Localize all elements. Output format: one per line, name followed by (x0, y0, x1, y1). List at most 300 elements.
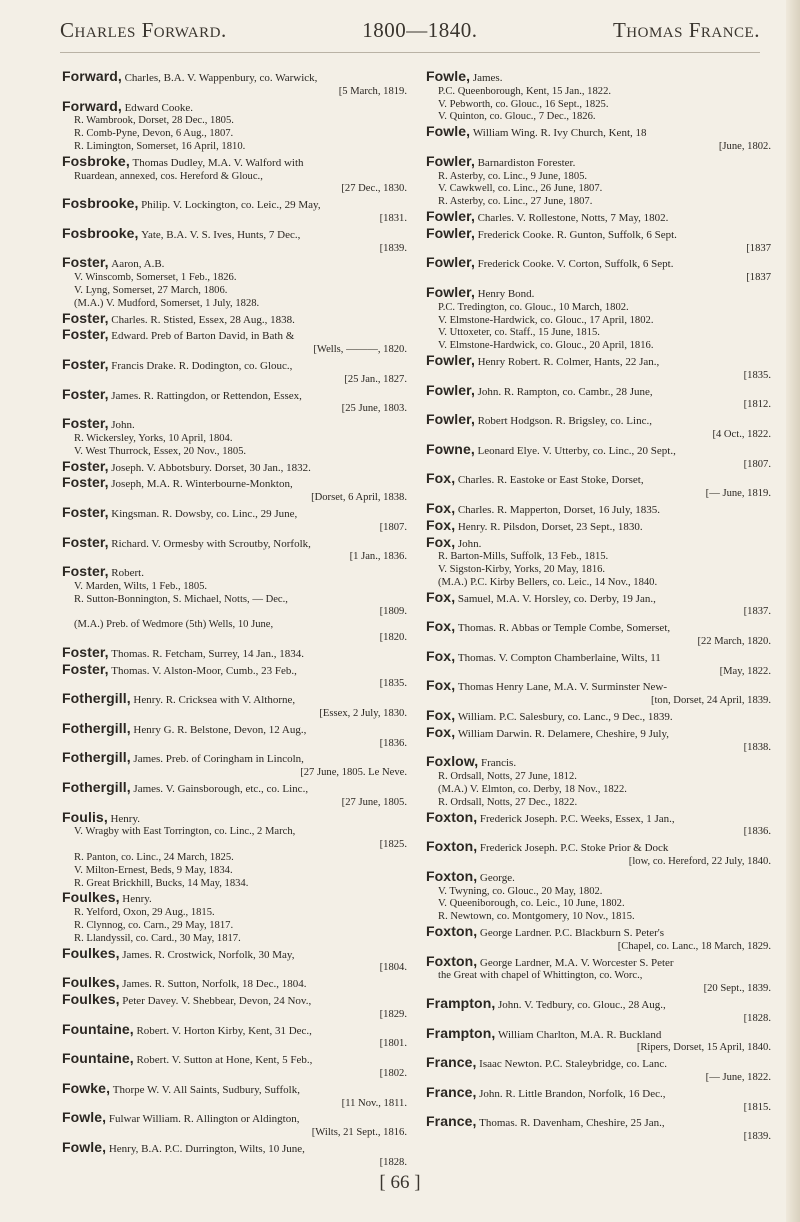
entry-heading-line (62, 197, 407, 213)
index-entry (426, 997, 771, 1026)
entry-details: Robert. V. Sutton at Hone, Kent, 5 Feb., (136, 1054, 313, 1067)
index-entry (426, 925, 771, 954)
entry-surname: Fox, (426, 707, 456, 724)
entry-details: William Darwin. R. Delamere, Cheshire, 9 July, (457, 727, 669, 740)
entry-line: V. Milton-Ernest, Beds, 9 May, 1834. (74, 864, 233, 876)
entry-heading-line (426, 381, 771, 400)
entry-line: [Wells, ———, 1820. (313, 344, 407, 356)
page-edge-shadow (786, 0, 800, 1222)
entry-heading-line (62, 751, 407, 767)
right-column (426, 70, 771, 1145)
entry-line: R. Barton-Mills, Suffolk, 13 Feb., 1815. (438, 551, 609, 563)
entry-heading-line (62, 309, 407, 328)
index-entry (62, 692, 407, 721)
entry-line: [25 June, 1803. (341, 403, 407, 415)
entry-line: V. Winscomb, Somerset, 1 Feb., 1826. (74, 272, 237, 284)
index-entry (62, 1052, 407, 1081)
entry-details: John. V. Tedbury, co. Glouc., 28 Aug., (498, 999, 666, 1011)
entry-details: Henry. R. Pilsdon, Dorset, 23 Sept., 1830. (457, 520, 643, 533)
entry-surname: Fothergill, (62, 719, 131, 736)
entry-heading-line (426, 224, 771, 243)
entry-details: Henry Robert. R. Colmer, Hants, 22 Jan., (477, 355, 660, 368)
entry-heading-line (426, 472, 771, 488)
entry-line: [1839. (379, 242, 407, 254)
index-entry (62, 719, 407, 751)
index-entry (62, 256, 407, 310)
entry-surname: Fowler, (426, 381, 475, 398)
index-entry (426, 125, 771, 154)
entry-details: Robert Hodgson. R. Brigsley, co. Linc., (477, 415, 652, 428)
index-entry (62, 417, 407, 458)
entry-surname: Fowle, (62, 1109, 107, 1126)
entry-heading-line (426, 1056, 771, 1072)
entry-heading-line (62, 256, 407, 272)
entry-line: [4 Oct., 1822. (712, 428, 771, 440)
entry-heading-line (62, 355, 407, 374)
entry-line: V. Marden, Wilts, 1 Feb., 1805. (74, 580, 208, 592)
entry-heading-line (62, 781, 407, 797)
entry-details: Henry Bond. (477, 287, 535, 300)
entry-details: George Lardner, M.A. V. Worcester S. Peter (479, 956, 674, 969)
index-entry (62, 503, 407, 535)
entry-details: Charles, B.A. V. Wappenbury, co. Warwick, (124, 72, 318, 84)
entry-heading-line (62, 993, 407, 1009)
entry-details: John. R. Rampton, co. Cambr., 28 June, (477, 385, 653, 398)
entry-details: Thomas Henry Lane, M.A. V. Surminster New- (457, 681, 668, 694)
entry-line: V. Queeniborough, co. Leic., 10 June, 1802. (438, 898, 625, 910)
entry-heading-line (62, 533, 407, 552)
entry-details: Henry, B.A. P.C. Durrington, Wilts, 10 June, (108, 1142, 305, 1155)
entry-line: V. Wragby with East Torrington, co. Linc., 2 March, (74, 826, 296, 838)
entry-surname: Foster, (62, 254, 109, 271)
entry-surname: Fox, (426, 470, 456, 487)
entry-surname: Foster, (62, 643, 109, 660)
entry-heading-line (426, 840, 771, 856)
entry-line: R. Clynnog, co. Carn., 29 May, 1817. (74, 920, 234, 932)
entry-heading-line (426, 925, 771, 941)
entry-line: (M.A.) P.C. Kirby Bellers, co. Leic., 14 Nov., 1840. (438, 576, 658, 588)
entry-heading-line (62, 1020, 407, 1039)
entry-line: R. Sutton-Bonnington, S. Michael, Notts, — Dec., (74, 593, 288, 605)
index-entry (426, 152, 771, 209)
index-entry (62, 355, 407, 387)
entry-heading-line (62, 660, 407, 679)
entry-details: William Charlton, M.A. R. Buckland (498, 1028, 662, 1041)
index-entry (426, 840, 771, 869)
entry-details: Charles. R. Mapperton, Dorset, 16 July, 1835. (457, 503, 660, 516)
entry-line: [ton, Dorset, 24 April, 1839. (650, 695, 771, 707)
index-entry (62, 944, 407, 976)
index-entry (426, 588, 771, 620)
entry-details: John. (457, 537, 482, 550)
index-entry (426, 224, 771, 256)
entry-surname: Fothergill, (62, 690, 131, 707)
entry-surname: Foxton, (426, 808, 478, 825)
entry-details: Henry. (110, 812, 140, 825)
entry-details: James. R. Rattingdon, or Rettendon, Essex, (111, 389, 302, 402)
entry-surname: Foulis, (62, 808, 108, 825)
entry-line: R. Great Brickhill, Bucks, 14 May, 1834. (74, 877, 249, 889)
running-head (60, 18, 760, 43)
entry-heading-line (62, 224, 407, 243)
running-head-center: 1800—1840. (362, 18, 478, 42)
entry-heading-line (426, 533, 771, 552)
entry-details: Isaac Newton. P.C. Staleybridge, co. Lanc. (479, 1058, 668, 1071)
entry-line: V. Uttoxeter, co. Staff., 15 June, 1815. (438, 327, 600, 339)
entry-surname: Fox, (426, 588, 456, 605)
entry-details: Thorpe W. V. All Saints, Sudbury, Suffolk, (112, 1083, 300, 1096)
entry-line: [1829. (379, 1008, 407, 1020)
entry-line: [May, 1822. (719, 665, 771, 677)
index-entry (62, 808, 407, 891)
index-entry (62, 751, 407, 780)
entry-surname: Fowle, (426, 68, 471, 84)
entry-details: Thomas. R. Abbas or Temple Combe, Somerset, (457, 622, 671, 635)
entry-heading-line (62, 692, 407, 708)
entry-surname: Fowler, (426, 351, 475, 368)
entry-surname: Foulkes, (62, 889, 120, 906)
entry-line: V. Pebworth, co. Glouc., 16 Sept., 1825. (438, 98, 609, 110)
entry-details: Thomas. V. Compton Chamberlaine, Wilts, 11 (457, 651, 661, 664)
index-entry (62, 993, 407, 1022)
entry-surname: Fountaine, (62, 1050, 134, 1067)
entry-line: [1820. (379, 632, 407, 644)
entry-details: Joseph, M.A. R. Winterbourne-Monkton, (111, 478, 293, 491)
entry-surname: Frampton, (426, 995, 496, 1011)
entry-line: [20 Sept., 1839. (703, 983, 771, 995)
entry-heading-line (426, 1083, 771, 1102)
entry-surname: Fox, (426, 677, 456, 694)
entry-heading-line (426, 709, 771, 725)
index-entry (426, 723, 771, 755)
entry-heading-line (426, 351, 771, 370)
index-entry (426, 516, 771, 535)
entry-heading-line (62, 476, 407, 492)
entry-heading-line (426, 413, 771, 429)
entry-heading-line (62, 97, 407, 116)
entry-details: Frederick Cooke. V. Corton, Suffolk, 6 Sept. (477, 258, 674, 271)
entry-line: [1802. (379, 1067, 407, 1079)
entry-line: [5 March, 1819. (338, 85, 407, 97)
index-entry (426, 679, 771, 708)
entry-heading-line (426, 997, 771, 1013)
index-entry (426, 1083, 771, 1115)
entry-details: Edward Cooke. (124, 101, 194, 114)
entry-details: Thomas. R. Davenham, Cheshire, 25 Jan., (479, 1117, 665, 1130)
entry-surname: Fothergill, (62, 779, 131, 796)
entry-details: Henry. (122, 893, 152, 906)
entry-details: Charles. R. Stisted, Essex, 28 Aug., 1838. (111, 313, 295, 326)
index-entry (62, 197, 407, 226)
entry-details: Richard. V. Ormesby with Scroutby, Norfolk, (111, 537, 311, 550)
entry-line: [1807. (743, 458, 771, 470)
index-entry (426, 283, 771, 353)
entry-details: John. R. Little Brandon, Norfolk, 16 Dec., (479, 1087, 666, 1100)
index-entry (62, 385, 407, 417)
entry-line: [June, 1802. (718, 140, 771, 152)
entry-details: William Wing. R. Ivy Church, Kent, 18 (472, 127, 647, 140)
index-entry (62, 1079, 407, 1111)
index-entry (62, 224, 407, 256)
entry-details: Joseph. V. Abbotsbury. Dorset, 30 Jan., 1832. (111, 461, 311, 474)
index-entry (62, 781, 407, 810)
entry-heading-line (426, 647, 771, 666)
entry-heading-line (62, 944, 407, 963)
entry-heading-line (62, 152, 407, 171)
entry-line: R. Limington, Somerset, 16 April, 1810. (74, 140, 246, 152)
entry-line: [1825. (379, 839, 407, 851)
entry-heading-line (426, 152, 771, 171)
entry-details: Frederick Cooke. R. Gunton, Suffolk, 6 Sept. (477, 228, 677, 241)
entry-line: [Dorset, 6 April, 1838. (311, 492, 407, 504)
index-entry (426, 256, 771, 285)
entry-line: the Great with chapel of Whittington, co. Worc., (438, 970, 643, 982)
entry-details: Charles. R. Eastoke or East Stoke, Dorset, (457, 474, 644, 487)
entry-heading-line (426, 755, 771, 771)
entry-line: R. Wambrook, Dorset, 28 Dec., 1805. (74, 115, 234, 127)
entry-surname: Fowler, (426, 283, 475, 300)
entry-line: [Ripers, Dorset, 15 April, 1840. (636, 1042, 771, 1054)
entry-line: R. Ordsall, Notts, 27 Dec., 1822. (438, 796, 578, 808)
entry-details: Henry. R. Cricksea with V. Althorne, (133, 694, 296, 707)
index-entry (62, 152, 407, 196)
entry-surname: Fox, (426, 516, 456, 533)
entry-details: Leonard Elye. V. Utterby, co. Linc., 20 Sept., (477, 444, 676, 457)
entry-details: Frederick Joseph. P.C. Stoke Prior & Dock (479, 842, 669, 855)
entry-heading-line (62, 565, 407, 581)
entry-details: Philip. V. Lockington, co. Leic., 29 May, (141, 199, 321, 212)
entry-surname: Foster, (62, 355, 109, 372)
entry-line: [Essex, 2 July, 1830. (319, 708, 407, 720)
entry-surname: Foster, (62, 474, 109, 491)
entry-line: [1828. (379, 1156, 407, 1168)
entry-heading-line (62, 1111, 407, 1127)
entry-line: R. Asterby, co. Linc., 27 June, 1807. (438, 196, 593, 208)
entry-surname: Foxton, (426, 867, 478, 884)
entry-surname: Fox, (426, 533, 456, 550)
entry-surname: Fosbrooke, (62, 224, 139, 241)
index-entry (426, 1115, 771, 1144)
entry-surname: France, (426, 1054, 477, 1071)
entry-line: V. Elmstone-Hardwick, co. Glouc., 20 April, 1816. (438, 340, 654, 352)
entry-details: James. Preb. of Coringham in Lincoln, (133, 753, 304, 766)
entry-line: [11 Nov., 1811. (341, 1097, 407, 1109)
entry-details: Yate, B.A. V. S. Ives, Hunts, 7 Dec., (141, 228, 301, 241)
entry-surname: Forward, (62, 68, 122, 84)
entry-line: (M.A.) Preb. of Wedmore (5th) Wells, 10 June, (74, 619, 274, 631)
index-entry (426, 620, 771, 649)
entry-line: [Chapel, co. Lanc., 18 March, 1829. (617, 940, 771, 952)
entry-line: [27 Dec., 1830. (341, 183, 407, 195)
index-entry (62, 565, 407, 645)
entry-details: Thomas. R. Fetcham, Surrey, 14 Jan., 1834. (111, 647, 304, 660)
index-entry (62, 533, 407, 565)
index-entry (62, 660, 407, 692)
entry-line: V. Sigston-Kirby, Yorks, 20 May, 1816. (438, 564, 606, 576)
entry-surname: Fowler, (426, 207, 475, 224)
entry-details: James. R. Crostwick, Norfolk, 30 May, (122, 948, 295, 961)
entry-heading-line (426, 620, 771, 636)
entry-heading-line (426, 283, 771, 302)
entry-heading-line (62, 719, 407, 738)
entry-surname: Fosbroke, (62, 152, 130, 169)
entry-line: [1838. (743, 741, 771, 753)
entry-details: Francis. (480, 757, 517, 770)
running-head-left: Charles Forward. (60, 18, 227, 42)
entry-line: [1804. (379, 962, 407, 974)
entry-heading-line (62, 457, 407, 476)
index-entry (426, 351, 771, 383)
entry-heading-line (426, 867, 771, 886)
entry-surname: France, (426, 1083, 477, 1100)
entry-line: R. Llandyssil, co. Card., 30 May, 1817. (74, 932, 241, 944)
entry-surname: Foulkes, (62, 974, 120, 991)
entry-heading-line (426, 679, 771, 695)
entry-line: (M.A.) V. Elmton, co. Derby, 18 Nov., 1822. (438, 784, 627, 796)
entry-surname: Foster, (62, 533, 109, 550)
entry-details: George Lardner. P.C. Blackburn S. Peter's (479, 927, 665, 940)
entry-line: [1828. (743, 1012, 771, 1024)
entry-surname: Foster, (62, 326, 109, 343)
entry-line: V. Elmstone-Hardwick, co. Glouc., 17 April, 1802. (438, 314, 654, 326)
entry-surname: Foster, (62, 660, 109, 677)
left-column (62, 70, 407, 1171)
entry-line: [27 June, 1805. Le Neve. (300, 767, 407, 779)
entry-line: Ruardean, annexed, cos. Hereford & Glouc., (74, 170, 263, 182)
entry-details: Henry G. R. Belstone, Devon, 12 Aug., (133, 723, 307, 736)
index-entry (426, 808, 771, 840)
entry-surname: Fowler, (426, 411, 475, 428)
index-entry (426, 867, 771, 924)
entry-heading-line (62, 1079, 407, 1098)
entry-surname: Fox, (426, 723, 456, 740)
entry-details: James. V. Gainsborough, etc., co. Linc., (133, 783, 309, 796)
index-entry (62, 1020, 407, 1052)
entry-surname: Fowler, (426, 254, 475, 271)
entry-line: [1837. (743, 606, 771, 618)
entry-heading-line (426, 499, 771, 518)
index-entry (426, 1056, 771, 1085)
entry-heading-line (62, 808, 407, 827)
entry-surname: Fountaine, (62, 1020, 134, 1037)
entry-heading-line (426, 516, 771, 535)
entry-line: R. Yelford, Oxon, 29 Aug., 1815. (74, 907, 215, 919)
entry-surname: Fowne, (426, 440, 475, 457)
header-rule (60, 52, 760, 53)
entry-heading-line (62, 1052, 407, 1068)
entry-line: [22 March, 1820. (697, 636, 771, 648)
entry-details: Robert. (111, 567, 144, 580)
entry-details: Samuel, M.A. V. Horsley, co. Derby, 19 Jan., (457, 592, 656, 605)
index-entry (426, 952, 771, 996)
entry-details: Barnardiston Forester. (477, 156, 576, 169)
entry-heading-line (62, 1138, 407, 1157)
entry-details: Edward. Preb of Barton David, in Bath & (111, 330, 295, 343)
entry-heading-line (62, 385, 407, 404)
running-head-right: Thomas France. (612, 18, 760, 42)
entry-surname: Foster, (62, 503, 109, 520)
index-entry (62, 1111, 407, 1140)
entry-surname: Fowke, (62, 1079, 111, 1096)
index-entry (426, 709, 771, 725)
entry-details: Thomas Dudley, M.A. V. Walford with (132, 156, 304, 169)
entry-line: P.C. Queenborough, Kent, 15 Jan., 1822. (438, 85, 612, 97)
entry-line: [25 Jan., 1827. (344, 373, 407, 385)
entry-heading-line (426, 125, 771, 141)
entry-details: James. R. Sutton, Norfolk, 18 Dec., 1804. (122, 978, 307, 991)
entry-heading-line (426, 588, 771, 607)
entry-line: [1839. (743, 1131, 771, 1143)
entry-heading-line (426, 952, 771, 971)
entry-details: George. (479, 871, 515, 884)
index-entry (62, 70, 407, 99)
entry-surname: Fothergill, (62, 749, 131, 766)
entry-line: R. Asterby, co. Linc., 9 June, 1805. (438, 170, 588, 182)
entry-details: Charles. V. Rollestone, Notts, 7 May, 1802. (477, 211, 669, 224)
entry-surname: Foxlow, (426, 753, 479, 770)
entry-heading-line (426, 207, 771, 226)
entry-heading-line (62, 891, 407, 907)
entry-line: [1809. (379, 606, 407, 618)
entry-line: [27 June, 1805. (341, 796, 407, 808)
entry-surname: Foster, (62, 309, 109, 326)
index-entry (426, 381, 771, 413)
entry-surname: Fowle, (426, 123, 471, 140)
index-entry (62, 457, 407, 476)
entry-heading-line (426, 440, 771, 459)
entry-surname: Fosbrooke, (62, 195, 139, 212)
index-entry (426, 1024, 771, 1056)
index-entry (426, 499, 771, 518)
entry-line: [1 Jan., 1836. (349, 551, 407, 563)
index-entry (62, 891, 407, 945)
entry-line: [1835. (379, 678, 407, 690)
entry-details: Kingsman. R. Dowsby, co. Linc., 29 June, (111, 507, 298, 520)
entry-surname: Fowler, (426, 224, 475, 241)
entry-line: V. Cawkwell, co. Linc., 26 June, 1807. (438, 183, 603, 195)
entry-line: [— June, 1819. (705, 488, 771, 500)
entry-line: [— June, 1822. (705, 1071, 771, 1083)
entry-line: V. Twyning, co. Glouc., 20 May, 1802. (438, 885, 603, 897)
entry-line: V. Lyng, Somerset, 27 March, 1806. (74, 284, 228, 296)
entry-heading-line (62, 70, 407, 86)
entry-line: [1836. (743, 826, 771, 838)
index-entry (62, 1138, 407, 1170)
entry-surname: Foxton, (426, 952, 478, 969)
index-entry (62, 309, 407, 328)
entry-line: [1801. (379, 1038, 407, 1050)
index-entry (426, 207, 771, 226)
entry-surname: Foulkes, (62, 991, 120, 1007)
entry-line: [1815. (743, 1101, 771, 1113)
entry-heading-line (426, 808, 771, 827)
entry-line: R. Ordsall, Notts, 27 June, 1812. (438, 771, 577, 783)
index-entry (62, 97, 407, 154)
index-entry (426, 647, 771, 679)
entry-line: [1831. (379, 212, 407, 224)
index-entry (426, 413, 771, 442)
entry-surname: Foxton, (426, 838, 478, 855)
entry-details: John. (111, 419, 135, 432)
entry-line: R. Newtown, co. Montgomery, 10 Nov., 1815. (438, 911, 635, 923)
entry-surname: Foster, (62, 415, 109, 432)
entry-line: [1836. (379, 737, 407, 749)
entry-details: Aaron, A.B. (111, 258, 165, 271)
entry-details: William. P.C. Salesbury, co. Lanc., 9 Dec., 1839. (457, 711, 673, 724)
entry-surname: Foster, (62, 385, 109, 402)
index-entry (426, 472, 771, 501)
entry-line: (M.A.) V. Mudford, Somerset, 1 July, 1828. (74, 297, 260, 309)
